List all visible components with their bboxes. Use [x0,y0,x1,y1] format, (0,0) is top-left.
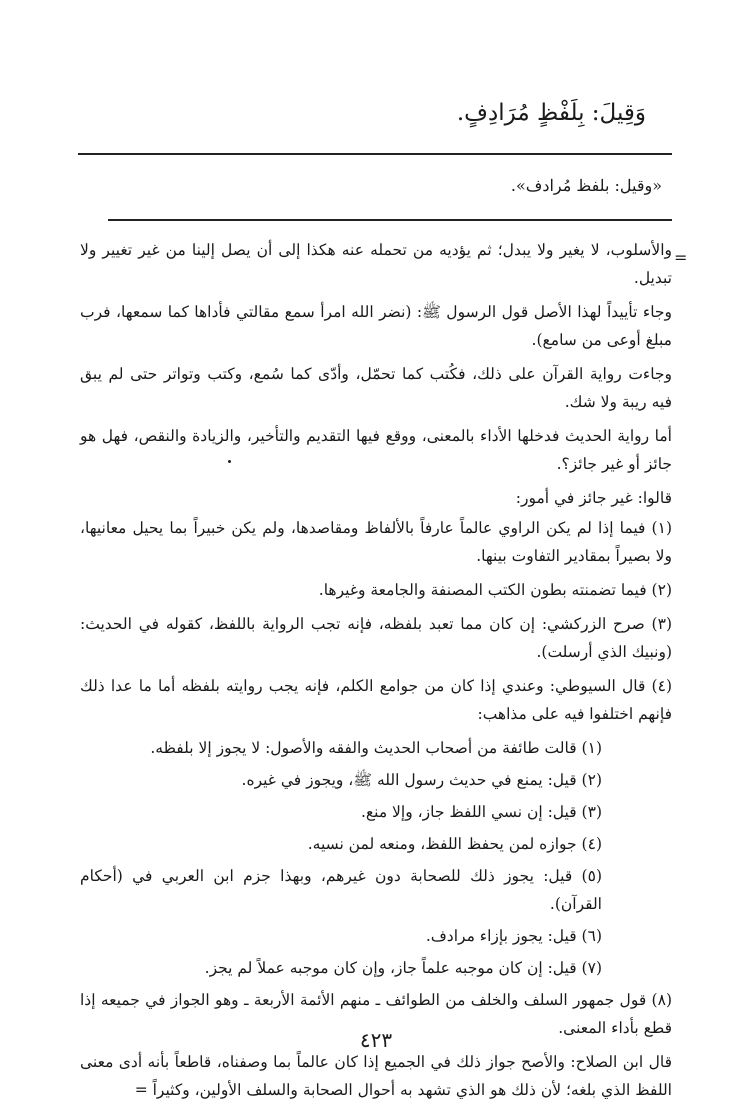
list-item: (٣) صرح الزركشي: إن كان مما تعبد بلفظه، فإنه تجب الرواية باللفظ، كقوله في الحديث: (ونبيك الذي أرسلت). [80,615,672,661]
madhhab-item: (٥) قيل: يجوز ذلك للصحابة دون غيرهم، وبهذا جزم ابن العربي في (أحكام القرآن). [80,867,602,913]
list-item: (٨) قول جمهور السلف والخلف من الطوائف ـ منهم الأئمة الأربعة ـ وهو الجواز في جميعه إذا قطع بأداء المعنى. [80,991,672,1037]
madhhab-item: (١) قالت طائفة من أصحاب الحديث والفقه والأصول: لا يجوز إلا بلفظه. [150,739,602,757]
page-number: ٤٢٣ [359,1028,393,1052]
madhhab-item: (٧) قيل: إن كان موجبه علماً جاز، وإن كان موجبه عملاً لم يجز. [204,959,602,977]
continuation-mark: = [674,248,688,267]
verse-footnote: «وقيل: بلفظ مُرادف». [510,176,662,195]
separator-rule-bottom [108,219,672,221]
paragraph: أما رواية الحديث فدخلها الأداء بالمعنى، ووقع فيها التقديم والتأخير، والزيادة والنقص، فهل هو جائز أو غير جائز؟. [80,427,672,473]
matn-verse: وَقِيلَ: بِلَفْظٍ مُرَادِفٍ. [456,100,646,126]
commentary-body [80,236,672,1110]
madhhab-item: (٢) قيل: يمنع في حديث رسول الله ﷺ، ويجوز في غيره. [241,771,602,789]
madhhab-item: (٦) قيل: يجوز بإزاء مرادف. [425,927,602,945]
list-item: (٢) فيما تضمنته بطون الكتب المصنفة والجامعة وغيرها. [318,581,672,599]
paragraph: وجاء تأييداً لهذا الأصل قول الرسول ﷺ: (نضر الله امرأ سمع مقالتي فأداها كما سمعها، فرب مبلغ أوعى من سامع). [80,303,672,349]
paragraph: وجاءت رواية القرآن على ذلك، فكُتب كما تحمّل، وأدّى كما سُمع، وكتب وتواتر حتى لم يبق فيه ريبة ولا شك. [80,365,672,411]
madhhab-item: (٣) قيل: إن نسي اللفظ جاز، وإلا منع. [360,803,602,821]
paragraph: قالوا: غير جائز في أمور: [515,489,672,507]
paragraph: قال ابن الصلاح: والأصح جواز ذلك في الجميع إذا كان عالماً بما وصفناه، قاطعاً بأنه أدى معنى اللفظ الذي بلغه؛ لأن ذلك هو الذي تشهد به أحوال الصحابة والسلف الأولين، وكثيراً = [80,1053,672,1099]
list-item: (١) فيما إذا لم يكن الراوي عالماً عارفاً بالألفاظ ومقاصدها، ولم يكن خبيراً بما يحيل معانيها، ولا بصيراً بمقادير التفاوت بينها. [80,519,672,565]
list-item: (٤) قال السيوطي: وعندي إذا كان من جوامع الكلم، فإنه يجب روايته بلفظه أما ما عدا ذلك فإنهم اختلفوا فيه على مذاهب: [80,677,672,723]
paragraph: والأسلوب، لا يغير ولا يبدل؛ ثم يؤديه من تحمله عنه هكذا إلى أن يصل إلينا من غير تغيير ولا تبديل. [80,241,672,287]
separator-rule-top [78,153,672,155]
madhhab-item: (٤) جوازه لمن يحفظ اللفظ، ومنعه لمن نسيه. [307,835,602,853]
